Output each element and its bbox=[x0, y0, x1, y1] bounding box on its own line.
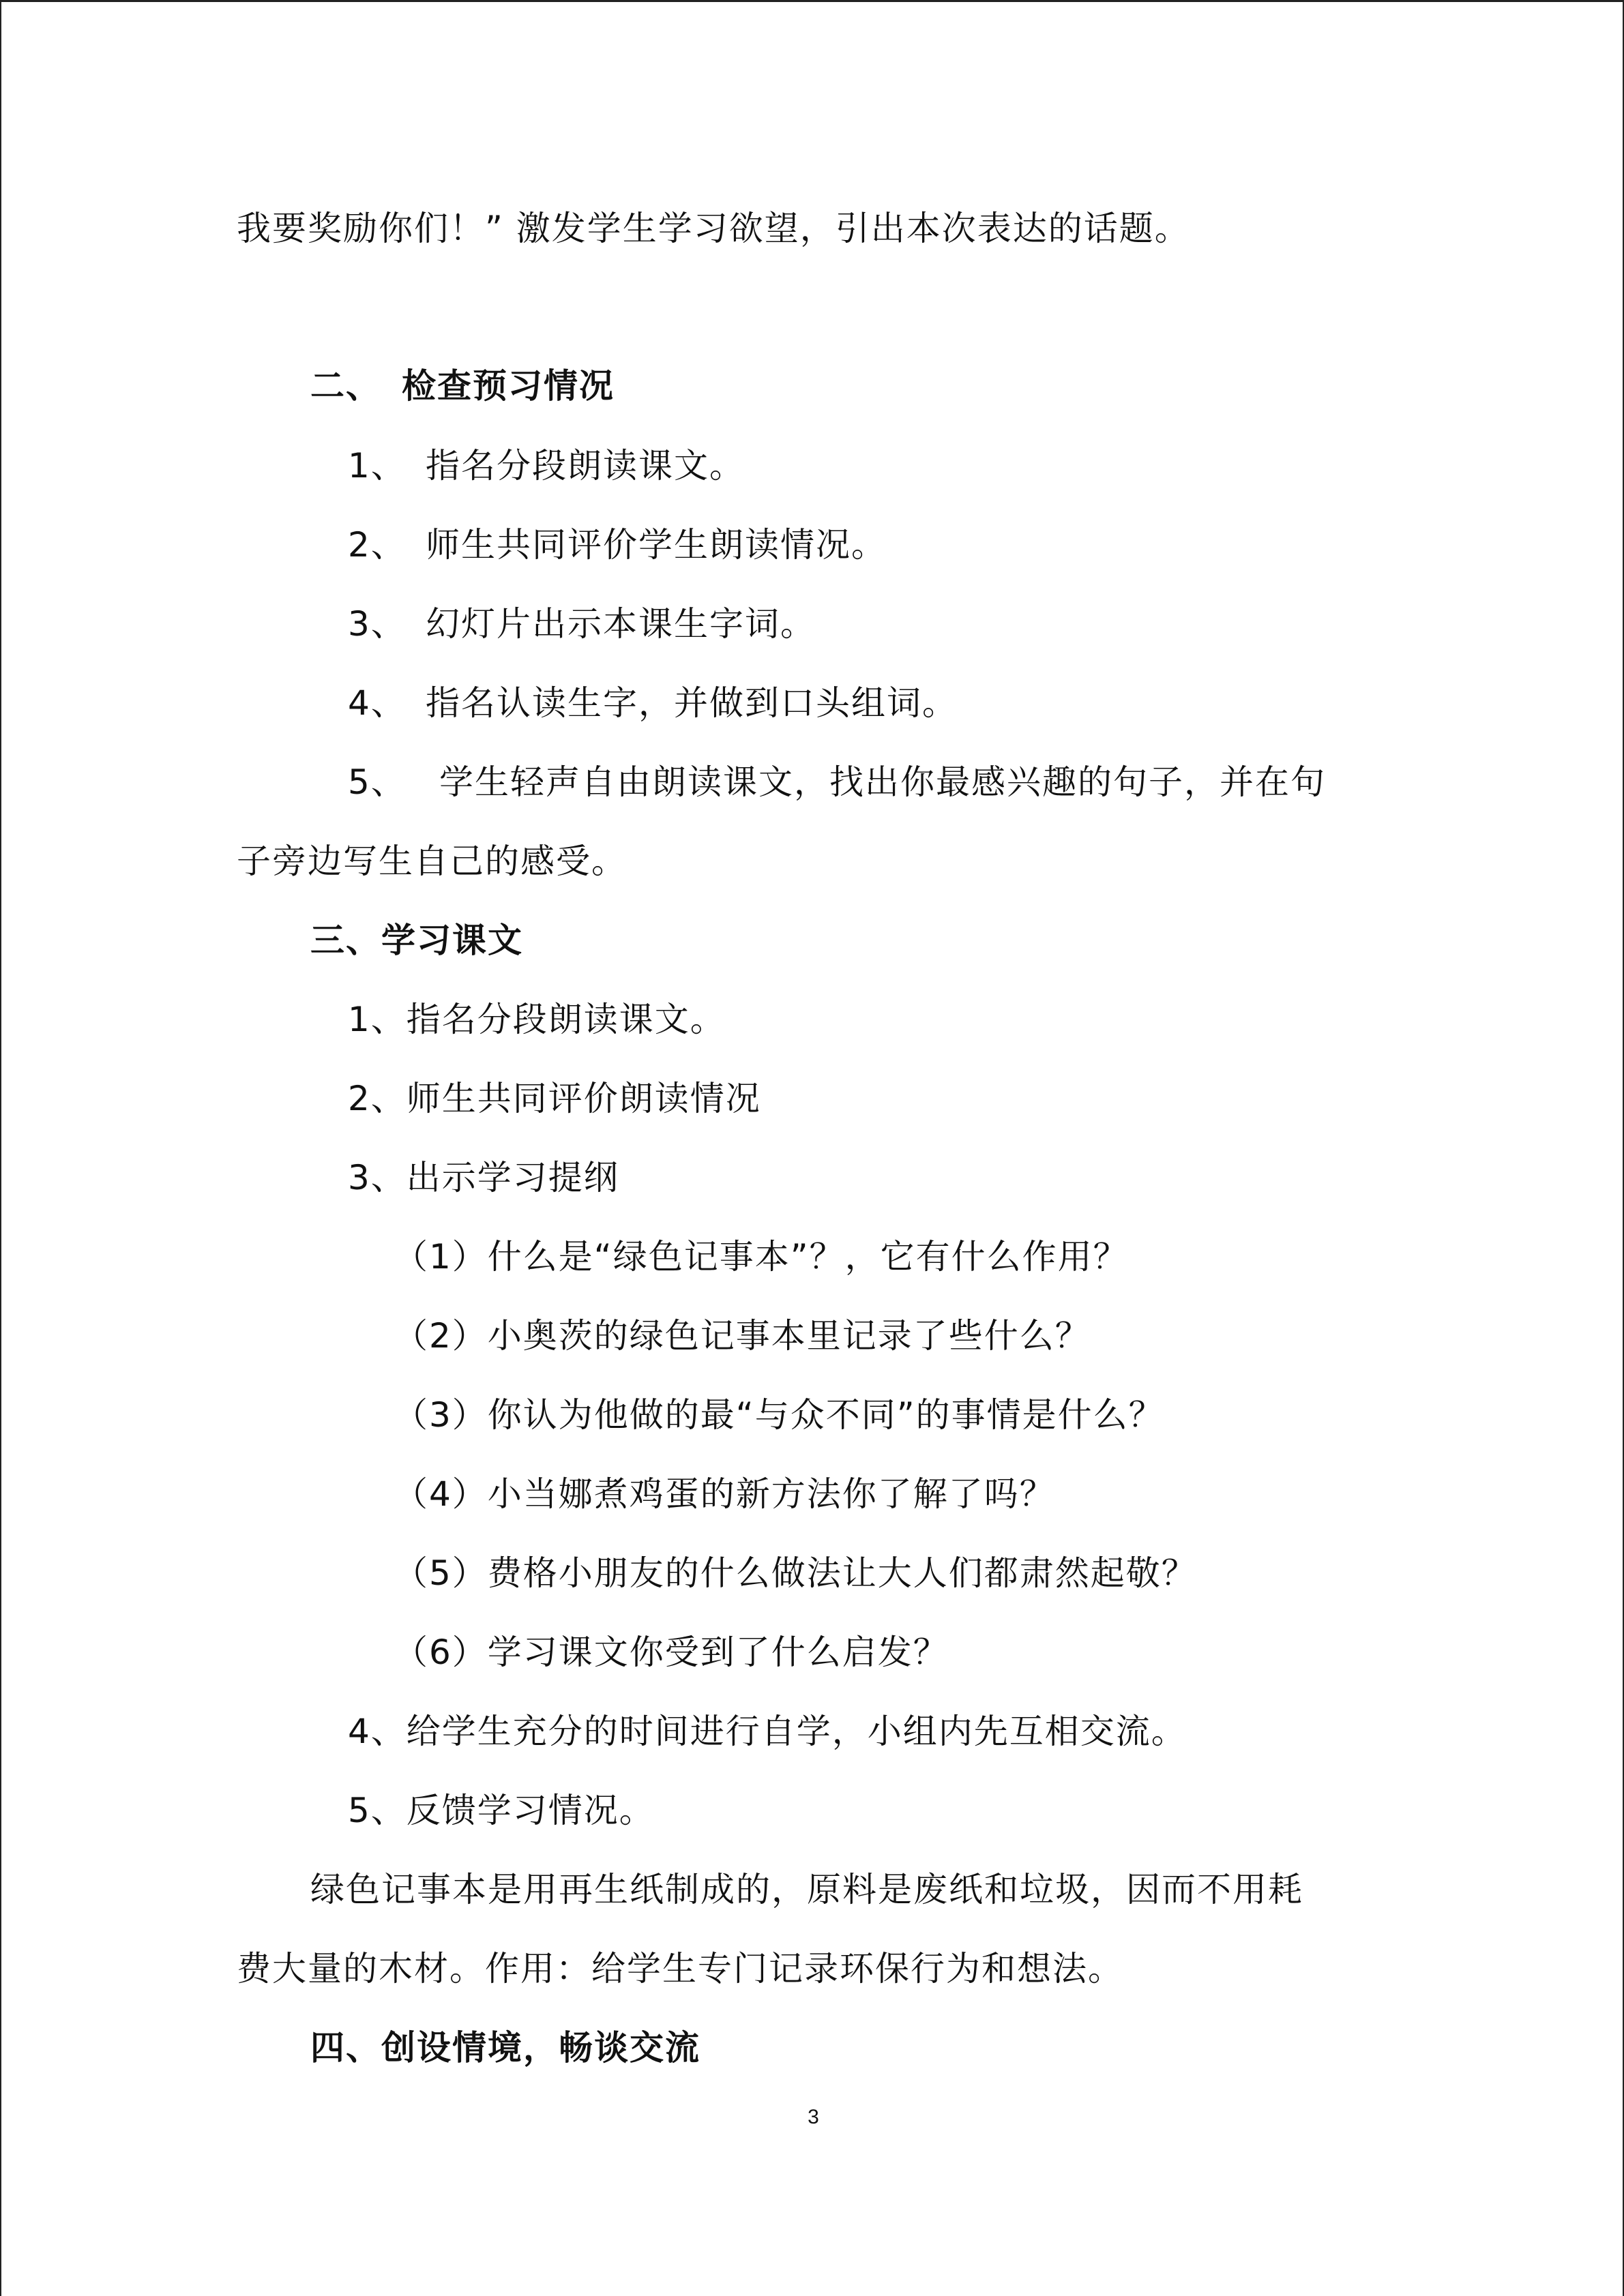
list-number: 5、 bbox=[348, 762, 407, 802]
section-heading-4: 四、创设情境，畅谈交流 bbox=[310, 2028, 700, 2068]
paragraph-line: 费大量的木材。作用：给学生专门记录环保行为和想法。 bbox=[237, 1949, 1123, 1988]
outline-question: （2）小奥茨的绿色记事本里记录了些什么？ bbox=[394, 1316, 1091, 1356]
outline-question: （6）学习课文你受到了什么启发？ bbox=[394, 1632, 949, 1672]
heading-text: 检查预习情况 bbox=[402, 366, 615, 406]
list-text: 学生轻声自由朗读课文，找出你最感兴趣的句子，并在句 bbox=[439, 762, 1326, 802]
outline-question: （4）小当娜煮鸡蛋的新方法你了解了吗？ bbox=[394, 1474, 1055, 1514]
section-heading-3: 三、学习课文 bbox=[310, 921, 523, 960]
list-number: 2、 bbox=[348, 525, 407, 565]
outline-question: （5）费格小朋友的什么做法让大人们都肃然起敬？ bbox=[394, 1553, 1197, 1593]
list-text: 幻灯片出示本课生字词。 bbox=[426, 604, 816, 644]
paragraph-line: 绿色记事本是用再生纸制成的，原料是废纸和垃圾，因而不用耗 bbox=[310, 1870, 1303, 1909]
list-item bbox=[348, 762, 1326, 803]
list-item bbox=[348, 683, 958, 724]
list-item bbox=[348, 445, 745, 486]
list-text: 指名认读生字，并做到口头组词。 bbox=[426, 683, 958, 723]
list-item bbox=[348, 524, 887, 565]
list-number: 4、 bbox=[348, 683, 407, 723]
heading-number: 二、 bbox=[310, 366, 381, 406]
paragraph-line: 我要奖励你们！” 激发学生学习欲望，引出本次表达的话题。 bbox=[237, 209, 1190, 248]
outline-question: （3）你认为他做的最“与众不同”的事情是什么？ bbox=[394, 1395, 1164, 1435]
list-text: 师生共同评价学生朗读情况。 bbox=[426, 525, 887, 565]
list-number: 3、 bbox=[348, 604, 407, 644]
list-item: 1、指名分段朗读课文。 bbox=[348, 1000, 726, 1039]
list-item: 4、给学生充分的时间进行自学，小组内先互相交流。 bbox=[348, 1712, 1187, 1751]
list-text: 指名分段朗读课文。 bbox=[426, 446, 745, 486]
list-item: 5、反馈学习情况。 bbox=[348, 1791, 655, 1830]
list-item: 2、师生共同评价朗读情况 bbox=[348, 1079, 761, 1118]
list-item: 3、出示学习提纲 bbox=[348, 1158, 619, 1197]
section-heading-2 bbox=[310, 366, 615, 406]
outline-question: （1）什么是“绿色记事本”？，它有什么作用？ bbox=[394, 1237, 1129, 1277]
list-number: 1、 bbox=[348, 446, 407, 486]
page-number: 3 bbox=[808, 2106, 819, 2128]
list-item bbox=[348, 603, 816, 644]
paragraph-line: 子旁边写生自己的感受。 bbox=[237, 841, 627, 881]
